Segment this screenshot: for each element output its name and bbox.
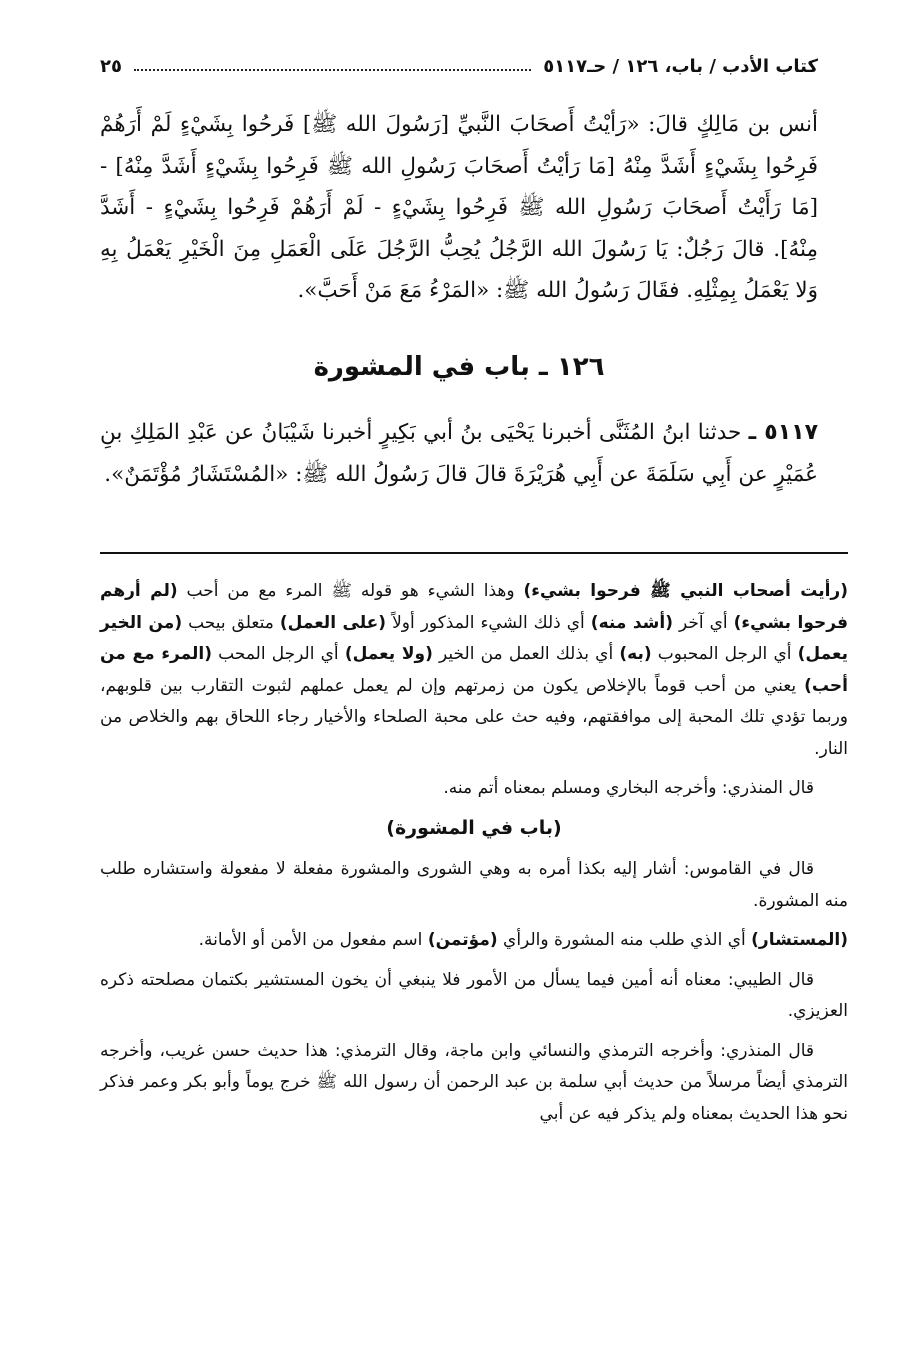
quoted-term: (المستشار) <box>751 930 848 950</box>
commentary-text: أي بذلك العمل من الخير <box>432 644 620 664</box>
quoted-term: (لم أرهم فرحوا بشيء) <box>100 581 848 633</box>
quoted-term: (ولا يعمل) <box>344 644 433 664</box>
commentary-paragraph-4 <box>100 925 848 957</box>
commentary-text: اسم مفعول من الأمن أو الأمانة. <box>198 930 428 950</box>
commentary-text: أي الرجل المحبوب <box>651 644 798 664</box>
commentary-paragraph-1 <box>100 576 848 765</box>
commentary-paragraph-2: قال المنذري: وأخرجه البخاري ومسلم بمعناه أتم منه. <box>443 778 814 798</box>
footnote-divider <box>100 552 848 554</box>
hadith-prev-continuation <box>100 104 818 312</box>
quoted-term: (من الخير يعمل) <box>100 612 848 664</box>
quoted-term: (على العمل) <box>279 612 387 633</box>
quoted-term: (المرء مع من أحب) <box>100 644 848 696</box>
quoted-term: (مؤتمن) <box>427 930 498 950</box>
header-dotted-leader <box>134 69 531 71</box>
commentary-text: وهذا الشيء هو قوله ﷺ المرء مع من أحب <box>177 581 524 601</box>
commentary-paragraph-3: قال في القاموس: أشار إليه بكذا أمره به وهي الشورى والمشورة مفعلة لا مفعولة واستشاره طلب منه المشورة. <box>100 859 848 911</box>
hadith-prev-text: أنس بن مَالِكٍ قالَ: «رَأيْتُ أَصحَابَ النَّبيِّ [رَسُولَ الله ﷺ] فَرحُوا بِشَيْءٍ لَمْ أَرَهُمْ فَرِحُوا بِشَيْءٍ أَشَدَّ مِنْهُ [مَا رَأيْتُ أَصحَابَ رَسُولِ الله ﷺ فَرِحُوا بِشَيْءٍ أَشَدَّ مِنْهُ] - [مَا رَأَيْتُ أَصحَابَ رَسُولِ الله ﷺ فَرِحُوا بِشَيْءٍ - لَمْ أَرَهُمْ فَرِحُوا بِشَيْءٍ - أَشَدَّ مِنْهُ]. قالَ رَجُلٌ: يَا رَسُولَ الله الرَّجُلُ يُحِبُّ الرَّجُلَ عَلَى الْعَمَلِ مِنَ الْخَيْرِ يَعْمَلُ بِهِ وَلا يَعْمَلُ بِمِثْلِهِ. فقَالَ رَسُولُ الله ﷺ: «المَرْءُ مَعَ مَنْ أَحَبَّ». <box>100 112 818 303</box>
quoted-term: (رأيت أصحاب النبي ﷺ فرحوا بشيء) <box>523 581 848 601</box>
hadith-number: ٥١١٧ ـ <box>748 420 819 445</box>
commentary-paragraph-6: قال المنذري: وأخرجه الترمذي والنسائي وابن ماجة، وقال الترمذي: هذا حديث حسن غريب، وأخرجه الترمذي أيضاً مرسلاً من حديث أبي سلمة بن عبد الرحمن أن رسول الله ﷺ خرج يوماً وأبو بكر وعمر فذكر نحو هذا الحديث بمعناه ولم يذكر فيه عن أبي <box>100 1040 848 1124</box>
commentary-text: أي الرجل المحب <box>212 644 345 664</box>
commentary-text: يعني من أحب قوماً بالإخلاص يكون من زمرتهم وإن لم يعمل عملهم لثبوت التقارب بين قلوبهم، وربما تؤدي تلك المحبة إلى موافقتهم، وفيه حث على محبة الصلحاء والأخيار رجاء اللحاق بهم والخلاص من النار. <box>100 675 848 759</box>
quoted-term: (أشد منه) <box>590 612 673 633</box>
commentary <box>100 576 848 1138</box>
commentary-text: أي ذلك الشيء المذكور أولاً <box>386 612 591 633</box>
page-header <box>100 48 818 84</box>
commentary-paragraph-5: قال الطيبي: معناه أنه أمين فيما يسأل من الأمور فلا ينبغي أن يخون المستشير بكتمان مصلحته ذكره العزيزي. <box>100 969 848 1021</box>
commentary-text: متعلق بيحب <box>182 612 280 633</box>
hadith-5117 <box>100 412 818 495</box>
commentary-text: أي آخر <box>673 612 734 633</box>
page-number: ٢٥ <box>100 55 122 77</box>
hadith-text: حدثنا ابنُ المُثَنَّى أخبرنا يَحْيَى بنُ أبي بَكِيرٍ أخبرنا شَيْبَانُ عن عَبْدِ المَلِكِ بنِ عُمَيْرٍ عن أَبِي سَلَمَةَ عن أَبِي هُرَيْرَةَ قالَ قالَ رَسُولُ الله ﷺ: «المُسْتَشَارُ مُؤْتَمَنٌ». <box>100 420 818 487</box>
commentary-subheading: (باب في المشورة) <box>386 816 562 839</box>
chapter-title: ١٢٦ ـ باب في المشورة <box>313 352 605 382</box>
commentary-text: أي الذي طلب منه المشورة والرأي <box>497 930 752 950</box>
quoted-term: (به) <box>619 644 652 664</box>
running-title: كتاب الأدب / باب، ١٢٦ / حـ٥١١٧ <box>543 55 818 77</box>
